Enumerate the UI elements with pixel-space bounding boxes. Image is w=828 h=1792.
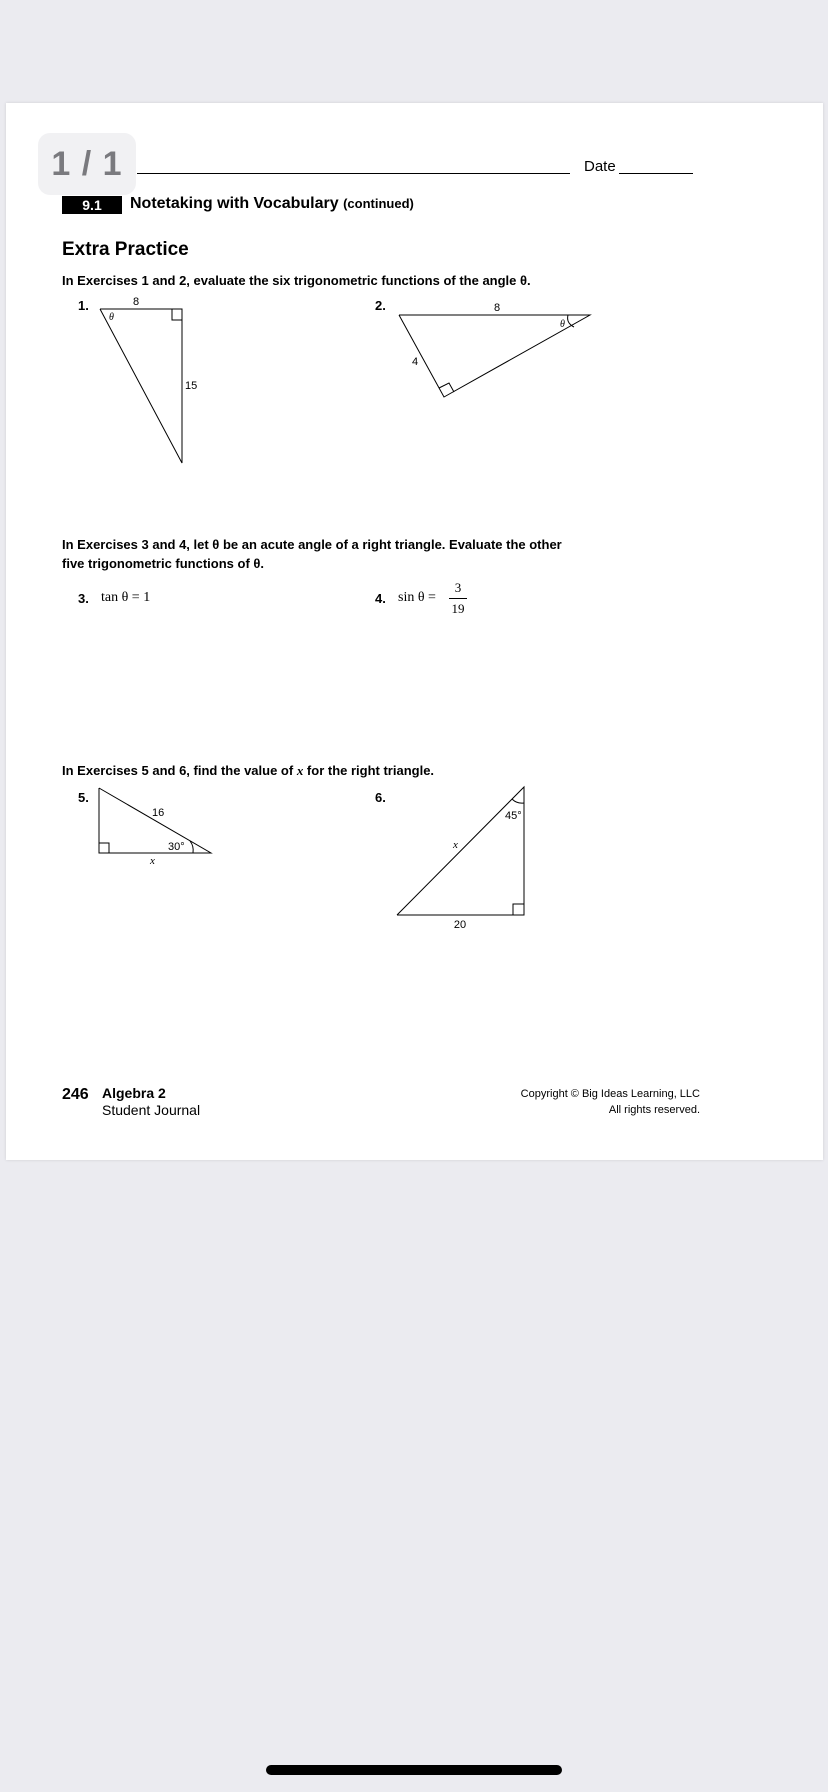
ex2-side-label: 4 (412, 356, 419, 368)
ex5-base-label: x (150, 855, 155, 867)
ex6-base-label: 20 (453, 919, 467, 931)
ex1-angle-label: θ (109, 312, 114, 323)
ex5-hyp-label: 16 (152, 807, 165, 819)
ex1-top-label: 8 (132, 296, 140, 308)
date-blank-line (619, 173, 693, 174)
page-indicator: 1 / 1 (38, 133, 136, 195)
section-title (130, 195, 414, 213)
ex5-angle-label: 30° (168, 841, 185, 853)
instructions-5-6: In Exercises 5 and 6, find the value of x for the right triangle. (62, 763, 435, 778)
section-number-badge: 9.1 (62, 196, 122, 214)
exercise-4-numerator: 3 (454, 580, 462, 595)
ex6-angle-label: 45° (505, 810, 522, 822)
exercise-2-number: 2. (375, 298, 386, 313)
footer-book-title: Algebra 2 (102, 1085, 166, 1101)
instructions-3-4-line1: In Exercises 3 and 4, let θ be an acute angle of a right triangle. Evaluate the other (62, 537, 562, 552)
section-title-suffix: (continued) (343, 196, 414, 211)
section-title-text: Notetaking with Vocabulary (130, 195, 339, 212)
exercise-4-fraction-bar (449, 598, 467, 599)
ex1-side-label: 15 (185, 380, 198, 392)
footer-copyright: Copyright © Big Ideas Learning, LLC (520, 1088, 700, 1100)
instructions-3-4 (62, 535, 602, 573)
footer-rights: All rights reserved. (608, 1104, 700, 1116)
instructions-3-4-line2: five trigonometric functions of θ. (62, 556, 265, 571)
exercise-4-denominator: 19 (451, 601, 465, 616)
ex2-top-label: 8 (493, 302, 501, 314)
name-blank-line (137, 173, 570, 174)
instructions-1-2: In Exercises 1 and 2, evaluate the six trigonometric functions of the angle θ. (62, 273, 531, 288)
exercise-1-number: 1. (78, 298, 89, 313)
exercise-3-equation: tan θ = 1 (101, 590, 151, 605)
exercise-4-lhs: sin θ = (398, 590, 436, 605)
date-label: Date (584, 158, 616, 175)
ex6-hyp-label: x (453, 839, 458, 851)
home-indicator[interactable] (266, 1765, 562, 1775)
ex2-angle-label: θ (560, 319, 565, 330)
footer-book-subtitle: Student Journal (102, 1102, 201, 1118)
exercise-3-number: 3. (78, 591, 89, 606)
extra-practice-heading: Extra Practice (62, 239, 189, 260)
footer-page-number: 246 (62, 1086, 89, 1103)
worksheet-page (6, 103, 823, 1160)
exercise-6-number: 6. (375, 790, 386, 805)
exercise-5-number: 5. (78, 790, 89, 805)
exercise-4-number: 4. (375, 591, 386, 606)
